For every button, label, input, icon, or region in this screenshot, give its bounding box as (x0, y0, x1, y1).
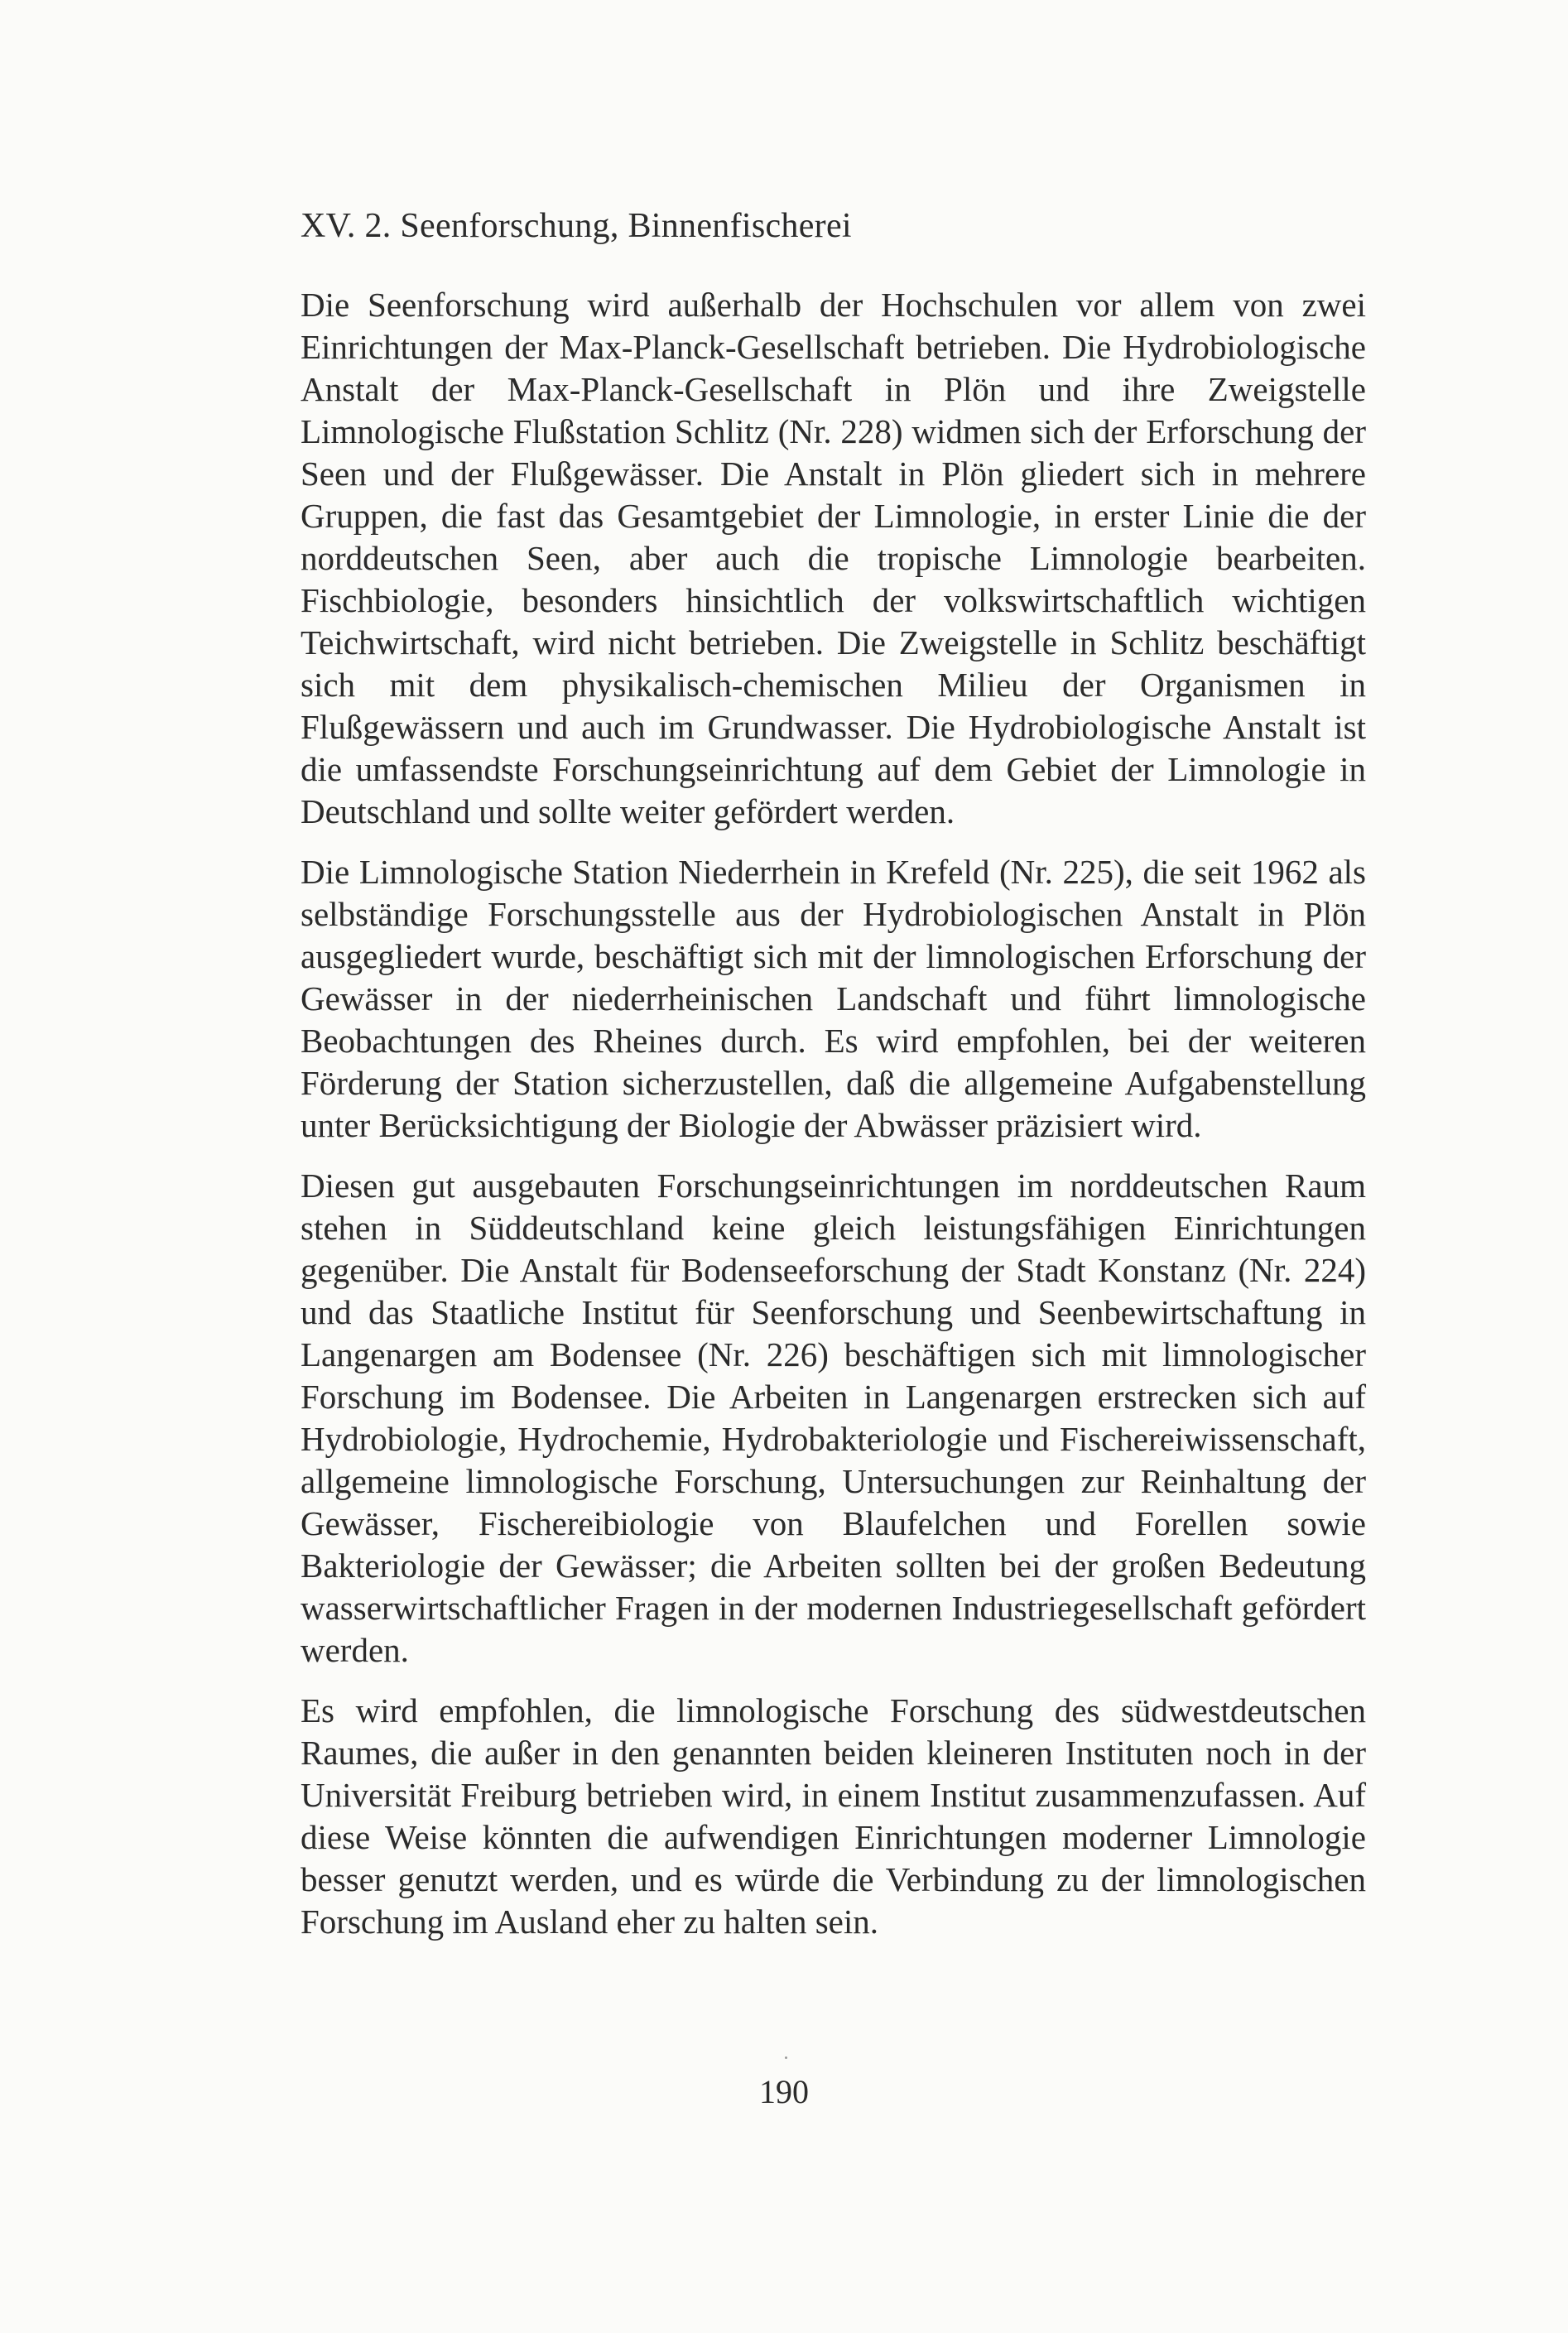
paragraph-niederrhein-station: Die Limnologische Station Niederrhein in Krefeld (Nr. 225), die seit 1962 als selbständige Forschungsstelle aus der Hydrobiologischen Anstalt in Plön ausgegliedert wurde, beschäftigt sich mit der limnologischen Erforschung der Gewässer in der niederrheinischen Landschaft und führt limnologische Beobachtungen des Rheines durch. Es wird empfohlen, bei der weiteren Förderung der Station sicherzustellen, daß die allgemeine Aufgabenstellung unter Berücksichtigung der Biologie der Abwässer präzisiert wird. (301, 853, 1366, 1144)
section-heading: XV. 2. Seenforschung, Binnenfischerei (301, 207, 852, 245)
paragraph-max-planck-institutes: Die Seenforschung wird außerhalb der Hochschulen vor allem von zwei Einrichtungen der Max-Planck-Gesellschaft betrieben. Die Hydrobiologische Anstalt der Max-Planck-Gesellschaft in Plön und ihre Zweigstelle Limnologische Flußstation Schlitz (Nr. 228) widmen sich der Erforschung der Seen und der Flußgewässer. Die Anstalt in Plön gliedert sich in mehrere Gruppen, die fast das Gesamtgebiet der Limnologie, in erster Linie die der norddeutschen Seen, aber auch die tropische Limnologie bearbeiten. Fischbiologie, besonders hinsichtlich der volkswirtschaftlich wichtigen Teichwirtschaft, wird nicht betrieben. Die Zweigstelle in Schlitz beschäftigt sich mit dem physikalisch-chemischen Milieu der Organismen in Flußgewässern und auch im Grundwasser. Die Hydrobiologische Anstalt ist die umfassendste Forschungseinrichtung auf dem Gebiet der Limnologie in Deutschland und sollte weiter gefördert werden. (301, 286, 1366, 830)
page-number: 190 (759, 2073, 809, 2110)
paragraph-bodensee-research: Diesen gut ausgebauten Forschungseinrichtungen im norddeutschen Raum stehen in Süddeutschland keine gleich leistungsfähigen Einrichtungen gegenüber. Die Anstalt für Bodenseeforschung der Stadt Konstanz (Nr. 224) und das Staatliche Institut für Seenforschung und Seenbewirtschaftung in Langenargen am Bodensee (Nr. 226) beschäftigen sich mit limnologischer Forschung im Bodensee. Die Arbeiten in Langenargen erstrecken sich auf Hydrobiologie, Hydrochemie, Hydrobakteriologie und Fischereiwissenschaft, allgemeine limnologische Forschung, Untersuchungen zur Reinhaltung der Gewässer, Fischereibiologie von Blaufelchen und Forellen sowie Bakteriologie der Gewässer; die Arbeiten sollten bei der großen Bedeutung wasserwirtschaftlicher Fragen in der modernen Industriegesellschaft gefördert werden. (301, 1166, 1366, 1669)
scan-dot (785, 2056, 787, 2059)
page-body (301, 203, 1366, 1961)
paragraph-recommendation: Es wird empfohlen, die limnologische Forschung des südwestdeutschen Raumes, die außer in den genannten beiden kleineren Instituten noch in der Universität Freiburg betrieben wird, in einem Institut zusammenzufassen. Auf diese Weise könnten die aufwendigen Einrichtungen moderner Limnologie besser genutzt werden, und es würde die Verbindung zu der limnologischen Forschung im Ausland eher zu halten sein. (301, 1691, 1366, 1941)
